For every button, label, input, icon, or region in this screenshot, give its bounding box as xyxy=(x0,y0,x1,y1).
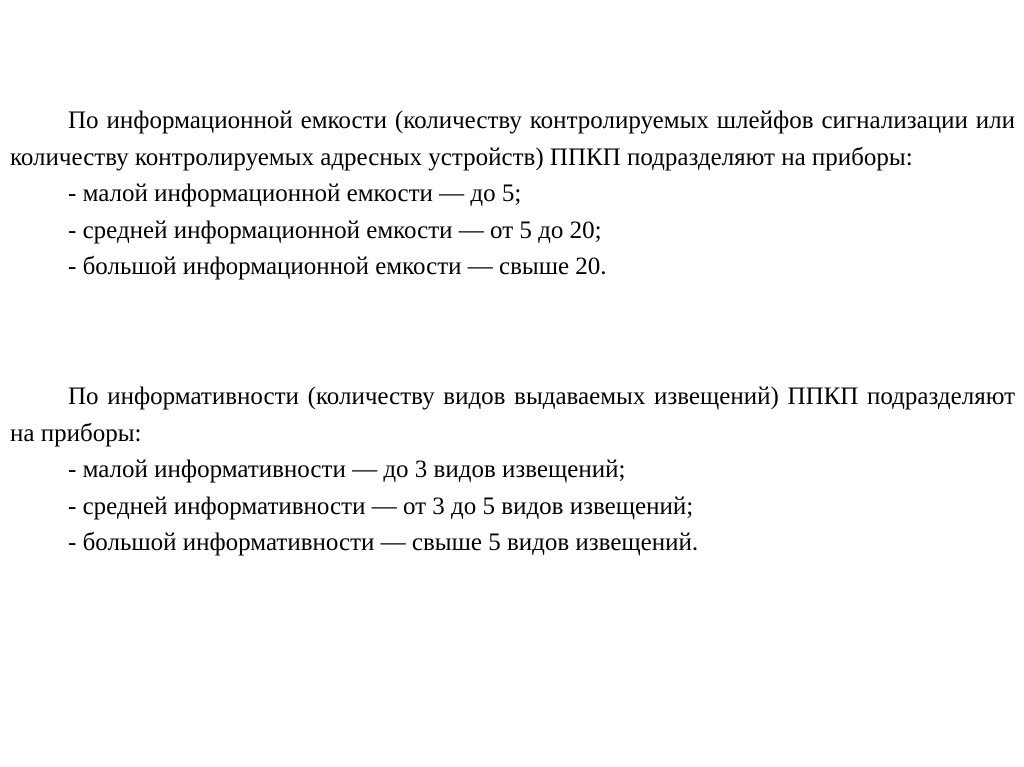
informativeness-item-high: - большой информативности — свыше 5 видов извещений. xyxy=(68,529,699,556)
capacity-section xyxy=(10,103,1015,286)
capacity-intro: По информационной емкости (количеству контролируемых шлейфов сигнализации или количеству контролируемых адресных устройств) ППКП подразделяют на приборы: xyxy=(10,107,1015,171)
informativeness-intro: По информативности (количеству видов выдаваемых извещений) ППКП подразделяют на приборы: xyxy=(10,383,1015,447)
capacity-item-high: - большой информационной емкости — свыше 20. xyxy=(68,253,607,280)
capacity-item-medium: - средней информационной емкости — от 5 до 20; xyxy=(68,216,602,244)
informativeness-item-medium: - средней информативности — от 3 до 5 видов извещений; xyxy=(68,492,694,520)
capacity-item-low: - малой информационной емкости — до 5; xyxy=(68,180,522,207)
informativeness-section xyxy=(10,379,1015,562)
informativeness-item-low: - малой информативности — до 3 видов извещений; xyxy=(68,456,626,483)
